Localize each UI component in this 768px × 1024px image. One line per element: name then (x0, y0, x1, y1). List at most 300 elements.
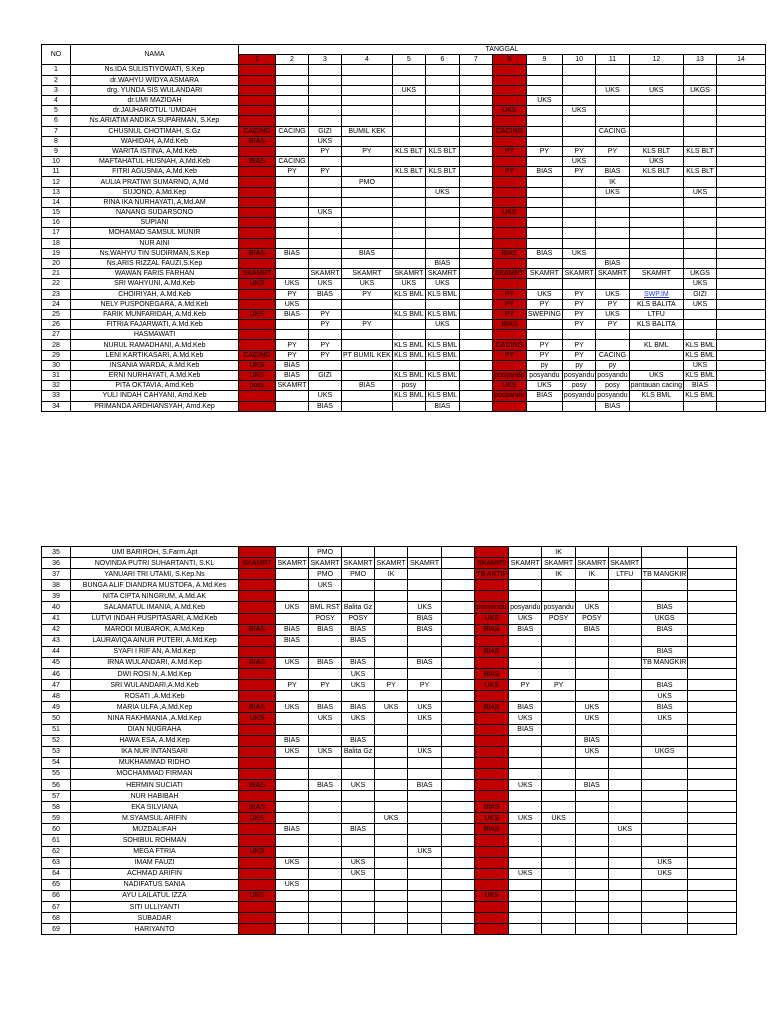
schedule-cell: PY (375, 680, 408, 691)
table-row (42, 879, 737, 890)
schedule-cell (641, 768, 688, 779)
schedule-cell (717, 218, 766, 228)
schedule-cell (542, 724, 575, 735)
schedule-cell: BIAS (276, 635, 309, 646)
row-number: 10 (42, 157, 71, 167)
schedule-cell: SKAMRT (394, 270, 424, 278)
schedule-cell (629, 126, 683, 136)
schedule-cell: BIAS (492, 248, 526, 258)
schedule-cell: UKS (309, 746, 342, 757)
schedule-cell (562, 279, 595, 289)
schedule-cell: KLS BML (394, 351, 424, 359)
schedule-cell (629, 116, 683, 126)
schedule-cell: PY (562, 299, 595, 309)
staff-name: WAWAN FARIS FARHAN (71, 269, 239, 279)
schedule-cell (408, 646, 442, 657)
staff-name: SRI WAHYUNI, A.Md.Keb (71, 279, 239, 289)
row-number: 13 (42, 187, 71, 197)
schedule-cell (542, 669, 575, 680)
table-row (42, 791, 737, 802)
schedule-cell (459, 75, 492, 85)
schedule-cell (562, 238, 595, 248)
schedule-cell (408, 802, 442, 813)
schedule-cell (239, 75, 276, 85)
schedule-cell: KLS BLT (425, 146, 459, 156)
row-number: 12 (42, 177, 71, 187)
schedule-cell: KLS BML (394, 372, 424, 380)
schedule-cell (542, 924, 575, 935)
table-row (42, 299, 766, 309)
schedule-cell (442, 602, 475, 613)
schedule-cell: LTFU (608, 569, 641, 580)
schedule-cell (442, 669, 475, 680)
schedule-cell (459, 401, 492, 411)
schedule-cell: POSY (575, 613, 608, 624)
schedule-cell (459, 320, 492, 330)
schedule-cell (542, 746, 575, 757)
schedule-cell (342, 802, 375, 813)
schedule-cell (342, 106, 393, 116)
schedule-cell (688, 702, 737, 713)
schedule-cell (276, 791, 309, 802)
schedule-cell (276, 846, 309, 857)
staff-name: SOHIBUL ROHMAN (71, 835, 239, 846)
schedule-cell (408, 580, 442, 591)
schedule-cell (276, 401, 309, 411)
schedule-cell: BIAS (342, 248, 393, 258)
schedule-cell (276, 116, 309, 126)
schedule-cell (492, 218, 526, 228)
schedule-cell (641, 924, 688, 935)
schedule-cell (442, 802, 475, 813)
day-header: 2 (276, 55, 309, 65)
schedule-cell (684, 401, 717, 411)
schedule-cell (276, 146, 309, 156)
schedule-cell (684, 248, 717, 258)
schedule-cell: UKS (392, 279, 425, 289)
staff-name: CHOIRIYAH, A.Md.Keb (71, 289, 239, 299)
schedule-cell (509, 746, 542, 757)
schedule-cell (717, 309, 766, 319)
schedule-cell (408, 691, 442, 702)
schedule-cell (542, 624, 575, 635)
schedule-cell (239, 902, 276, 913)
schedule-cell (562, 218, 595, 228)
table-row (42, 635, 737, 646)
schedule-cell: UKS (509, 813, 542, 824)
schedule-cell (309, 768, 342, 779)
schedule-cell: UKS (629, 371, 683, 381)
schedule-cell (342, 879, 375, 890)
schedule-cell (442, 879, 475, 890)
schedule-cell (425, 126, 459, 136)
schedule-cell (239, 691, 276, 702)
schedule-cell (392, 116, 425, 126)
schedule-cell (309, 635, 342, 646)
schedule-cell (309, 85, 342, 95)
table-row (42, 779, 737, 790)
schedule-cell (392, 228, 425, 238)
schedule-cell: UKS (475, 613, 509, 624)
schedule-cell (342, 724, 375, 735)
schedule-cell (425, 360, 459, 370)
schedule-cell: posyandu (494, 372, 525, 380)
schedule-cell (629, 350, 683, 360)
schedule-cell (239, 924, 276, 935)
staff-name: LENI KARTIKASARI, A.Md.Keb (71, 350, 239, 360)
schedule-cell (608, 746, 641, 757)
schedule-cell (309, 824, 342, 835)
row-number: 15 (42, 208, 71, 218)
schedule-cell (492, 75, 526, 85)
schedule-cell (309, 248, 342, 258)
schedule-cell (442, 635, 475, 646)
schedule-cell (608, 768, 641, 779)
schedule-cell (684, 136, 717, 146)
schedule-cell (509, 802, 542, 813)
schedule-cell: UKGS (684, 269, 717, 279)
schedule-cell: UKS (342, 279, 393, 289)
table-row (42, 126, 766, 136)
schedule-cell (342, 401, 393, 411)
schedule-cell (375, 657, 408, 668)
table-row (42, 309, 766, 319)
schedule-cell (688, 657, 737, 668)
row-number: 43 (42, 635, 71, 646)
schedule-cell (492, 136, 526, 146)
schedule-cell (459, 258, 492, 268)
schedule-cell (596, 116, 629, 126)
schedule-cell: BIAS (475, 624, 509, 635)
schedule-cell (442, 768, 475, 779)
schedule-cell: BIAS (475, 802, 509, 813)
schedule-cell (459, 350, 492, 360)
schedule-cell (717, 187, 766, 197)
table-row (42, 401, 766, 411)
schedule-cell (309, 65, 342, 75)
schedule-cell: PY (596, 299, 629, 309)
table-row (42, 624, 737, 635)
schedule-cell (309, 724, 342, 735)
schedule-cell (475, 657, 509, 668)
staff-name: AYU LAILATUL IZZA (71, 890, 239, 901)
schedule-cell (239, 116, 276, 126)
schedule-cell (717, 75, 766, 85)
schedule-cell (276, 136, 309, 146)
staff-name: SRI WULANDARI,A.Md.Keb (71, 680, 239, 691)
schedule-cell: GIZI (309, 126, 342, 136)
schedule-cell (608, 702, 641, 713)
schedule-cell: PY (309, 167, 342, 177)
schedule-cell: Balita Gz (342, 602, 375, 613)
schedule-cell (542, 791, 575, 802)
schedule-cell: posyandu (563, 372, 595, 380)
row-number: 65 (42, 879, 71, 890)
schedule-cell (375, 757, 408, 768)
schedule-cell: BIAS (425, 258, 459, 268)
schedule-cell: UKS (276, 602, 309, 613)
schedule-cell: BIAS (575, 779, 608, 790)
schedule-cell (276, 913, 309, 924)
schedule-cell: SKAMRT (310, 270, 340, 278)
schedule-cell (509, 580, 542, 591)
schedule-cell (542, 835, 575, 846)
schedule-cell (509, 768, 542, 779)
schedule-cell (239, 85, 276, 95)
table-row (42, 167, 766, 177)
staff-name: MARIA ULFA ,A.Md.Kep (71, 702, 239, 713)
schedule-cell (684, 106, 717, 116)
schedule-cell (375, 868, 408, 879)
schedule-cell: PY (309, 340, 342, 350)
schedule-cell (575, 824, 608, 835)
schedule-cell (641, 580, 688, 591)
schedule-cell: UKS (492, 106, 526, 116)
row-number: 3 (42, 85, 71, 95)
schedule-cell (459, 157, 492, 167)
schedule-cell (688, 913, 737, 924)
schedule-cell: UKS (526, 381, 562, 391)
table-row (42, 691, 737, 702)
table-row (42, 197, 766, 207)
row-number: 27 (42, 330, 71, 340)
schedule-cell: CACING (276, 157, 309, 167)
table-row (42, 735, 737, 746)
schedule-cell (239, 106, 276, 116)
schedule-cell: UKS (509, 868, 542, 879)
schedule-cell: KLS BML (685, 351, 715, 359)
schedule-cell (459, 85, 492, 95)
schedule-cell (526, 238, 562, 248)
schedule-cell (425, 106, 459, 116)
schedule-cell (342, 187, 393, 197)
schedule-cell[interactable]: SWP.IM (629, 289, 683, 299)
staff-name: NURUL RAMADHANI, A.Md.Keb (71, 340, 239, 350)
schedule-cell (375, 646, 408, 657)
schedule-cell (442, 580, 475, 591)
schedule-cell: BIAS (509, 702, 542, 713)
schedule-cell: UKS (276, 279, 309, 289)
schedule-cell (342, 75, 393, 85)
schedule-cell (425, 75, 459, 85)
schedule-cell (392, 258, 425, 268)
schedule-cell (239, 835, 276, 846)
schedule-cell (542, 702, 575, 713)
staff-name: HERMIN SUCIATI (71, 779, 239, 790)
schedule-cell (276, 924, 309, 935)
schedule-cell (475, 868, 509, 879)
staff-name: DIAN NUGRAHA (71, 724, 239, 735)
schedule-cell: SKAMRT (342, 558, 375, 569)
schedule-cell (596, 106, 629, 116)
schedule-cell: BUMIL KEK (342, 126, 393, 136)
schedule-cell: UKS (526, 95, 562, 105)
schedule-cell (717, 350, 766, 360)
schedule-cell (425, 116, 459, 126)
schedule-cell (276, 269, 309, 279)
table-row (42, 330, 766, 340)
schedule-cell (509, 902, 542, 913)
schedule-cell: SKAMRT (309, 558, 342, 569)
schedule-cell (596, 197, 629, 207)
schedule-cell (509, 913, 542, 924)
staff-name: MEGA FTRIA (71, 846, 239, 857)
schedule-cell (459, 167, 492, 177)
schedule-cell (392, 177, 425, 187)
row-number: 21 (42, 269, 71, 279)
schedule-cell (641, 757, 688, 768)
schedule-cell: PY (276, 289, 309, 299)
schedule-cell (276, 613, 309, 624)
staff-name: LUTVI INDAH PUSPITASARI, A.Md.Keb (71, 613, 239, 624)
schedule-cell (276, 547, 309, 558)
schedule-cell (688, 724, 737, 735)
table-row (42, 381, 766, 391)
row-number: 18 (42, 238, 71, 248)
schedule-cell (392, 330, 425, 340)
schedule-cell: BIAS (475, 824, 509, 835)
schedule-cell: PY (526, 350, 562, 360)
schedule-cell (526, 177, 562, 187)
schedule-cell: BIAS (596, 167, 629, 177)
row-number: 46 (42, 669, 71, 680)
schedule-cell (542, 768, 575, 779)
staff-name: MUZDALIFAH (71, 824, 239, 835)
schedule-cell (526, 330, 562, 340)
schedule-cell (641, 669, 688, 680)
table-row (42, 824, 737, 835)
schedule-cell: KLS BLT (392, 167, 425, 177)
schedule-cell: SKAMRT (276, 558, 309, 569)
schedule-cell (542, 580, 575, 591)
schedule-cell: UKS (375, 702, 408, 713)
schedule-cell (276, 320, 309, 330)
schedule-cell (688, 746, 737, 757)
schedule-cell: PY (562, 340, 595, 350)
schedule-cell (309, 228, 342, 238)
schedule-cell: IK (575, 569, 608, 580)
schedule-cell (459, 65, 492, 75)
schedule-cell (392, 126, 425, 136)
schedule-cell (239, 401, 276, 411)
schedule-cell (562, 187, 595, 197)
schedule-cell (641, 591, 688, 602)
schedule-cell (509, 591, 542, 602)
schedule-cell (276, 890, 309, 901)
row-number: 22 (42, 279, 71, 289)
schedule-cell (425, 65, 459, 75)
schedule-cell: UKS (309, 580, 342, 591)
schedule-cell (442, 913, 475, 924)
schedule-cell: CACING (239, 350, 276, 360)
schedule-cell: UKS (309, 208, 342, 218)
schedule-cell (575, 868, 608, 879)
schedule-cell (492, 401, 526, 411)
schedule-cell (239, 340, 276, 350)
schedule-cell: py (562, 360, 595, 370)
schedule-cell (562, 126, 595, 136)
staff-name: AULIA PRATIWI SUMARNO, A,Md (71, 177, 239, 187)
schedule-cell (608, 646, 641, 657)
schedule-cell (688, 669, 737, 680)
schedule-cell (309, 791, 342, 802)
schedule-cell: UKS (408, 713, 442, 724)
schedule-cell (717, 208, 766, 218)
schedule-cell (608, 868, 641, 879)
schedule-cell (596, 340, 629, 350)
schedule-cell (239, 879, 276, 890)
schedule-cell: UKS (596, 309, 629, 319)
schedule-cell: PY (309, 320, 342, 330)
schedule-cell (717, 360, 766, 370)
schedule-cell: UKS (684, 279, 717, 289)
schedule-cell: PY (492, 350, 526, 360)
schedule-cell (392, 136, 425, 146)
schedule-cell: SKAMRT (596, 269, 629, 279)
schedule-cell: PY (562, 309, 595, 319)
schedule-cell: PY (342, 146, 393, 156)
schedule-cell (392, 299, 425, 309)
schedule-cell: BIAS (309, 657, 342, 668)
schedule-cell (309, 802, 342, 813)
schedule-cell: SKAMRT (375, 558, 408, 569)
table-row (42, 146, 766, 156)
schedule-cell: UKS (276, 702, 309, 713)
schedule-cell (688, 613, 737, 624)
row-number: 48 (42, 691, 71, 702)
schedule-cell (492, 157, 526, 167)
schedule-cell: PY (492, 289, 526, 299)
schedule-cell (309, 95, 342, 105)
schedule-cell (562, 65, 595, 75)
schedule-cell (542, 657, 575, 668)
schedule-cell (688, 624, 737, 635)
schedule-cell (641, 735, 688, 746)
schedule-cell: CACING (596, 350, 629, 360)
schedule-cell (641, 635, 688, 646)
schedule-cell: UKS (509, 613, 542, 624)
schedule-cell: UKS (342, 868, 375, 879)
schedule-cell (442, 613, 475, 624)
schedule-cell: BIAS (309, 779, 342, 790)
schedule-cell (717, 371, 766, 381)
schedule-cell: UKS (408, 746, 442, 757)
schedule-cell (239, 913, 276, 924)
row-number: 39 (42, 591, 71, 602)
schedule-cell: PY (562, 289, 595, 299)
schedule-cell: KLS BML (425, 350, 459, 360)
schedule-cell: UKS (575, 713, 608, 724)
schedule-cell (717, 228, 766, 238)
schedule-cell (641, 879, 688, 890)
schedule-cell (717, 106, 766, 116)
schedule-cell (239, 724, 276, 735)
schedule-cell (641, 846, 688, 857)
schedule-cell (688, 580, 737, 591)
schedule-cell (526, 85, 562, 95)
schedule-cell (459, 218, 492, 228)
schedule-cell: KLS BLT (425, 167, 459, 177)
schedule-cell (629, 75, 683, 85)
schedule-cell (239, 95, 276, 105)
schedule-cell: UKS (475, 813, 509, 824)
schedule-cell (442, 646, 475, 657)
schedule-cell: PY (342, 289, 393, 299)
schedule-cell (629, 248, 683, 258)
schedule-cell (309, 924, 342, 935)
schedule-cell (375, 835, 408, 846)
schedule-cell (342, 846, 375, 857)
